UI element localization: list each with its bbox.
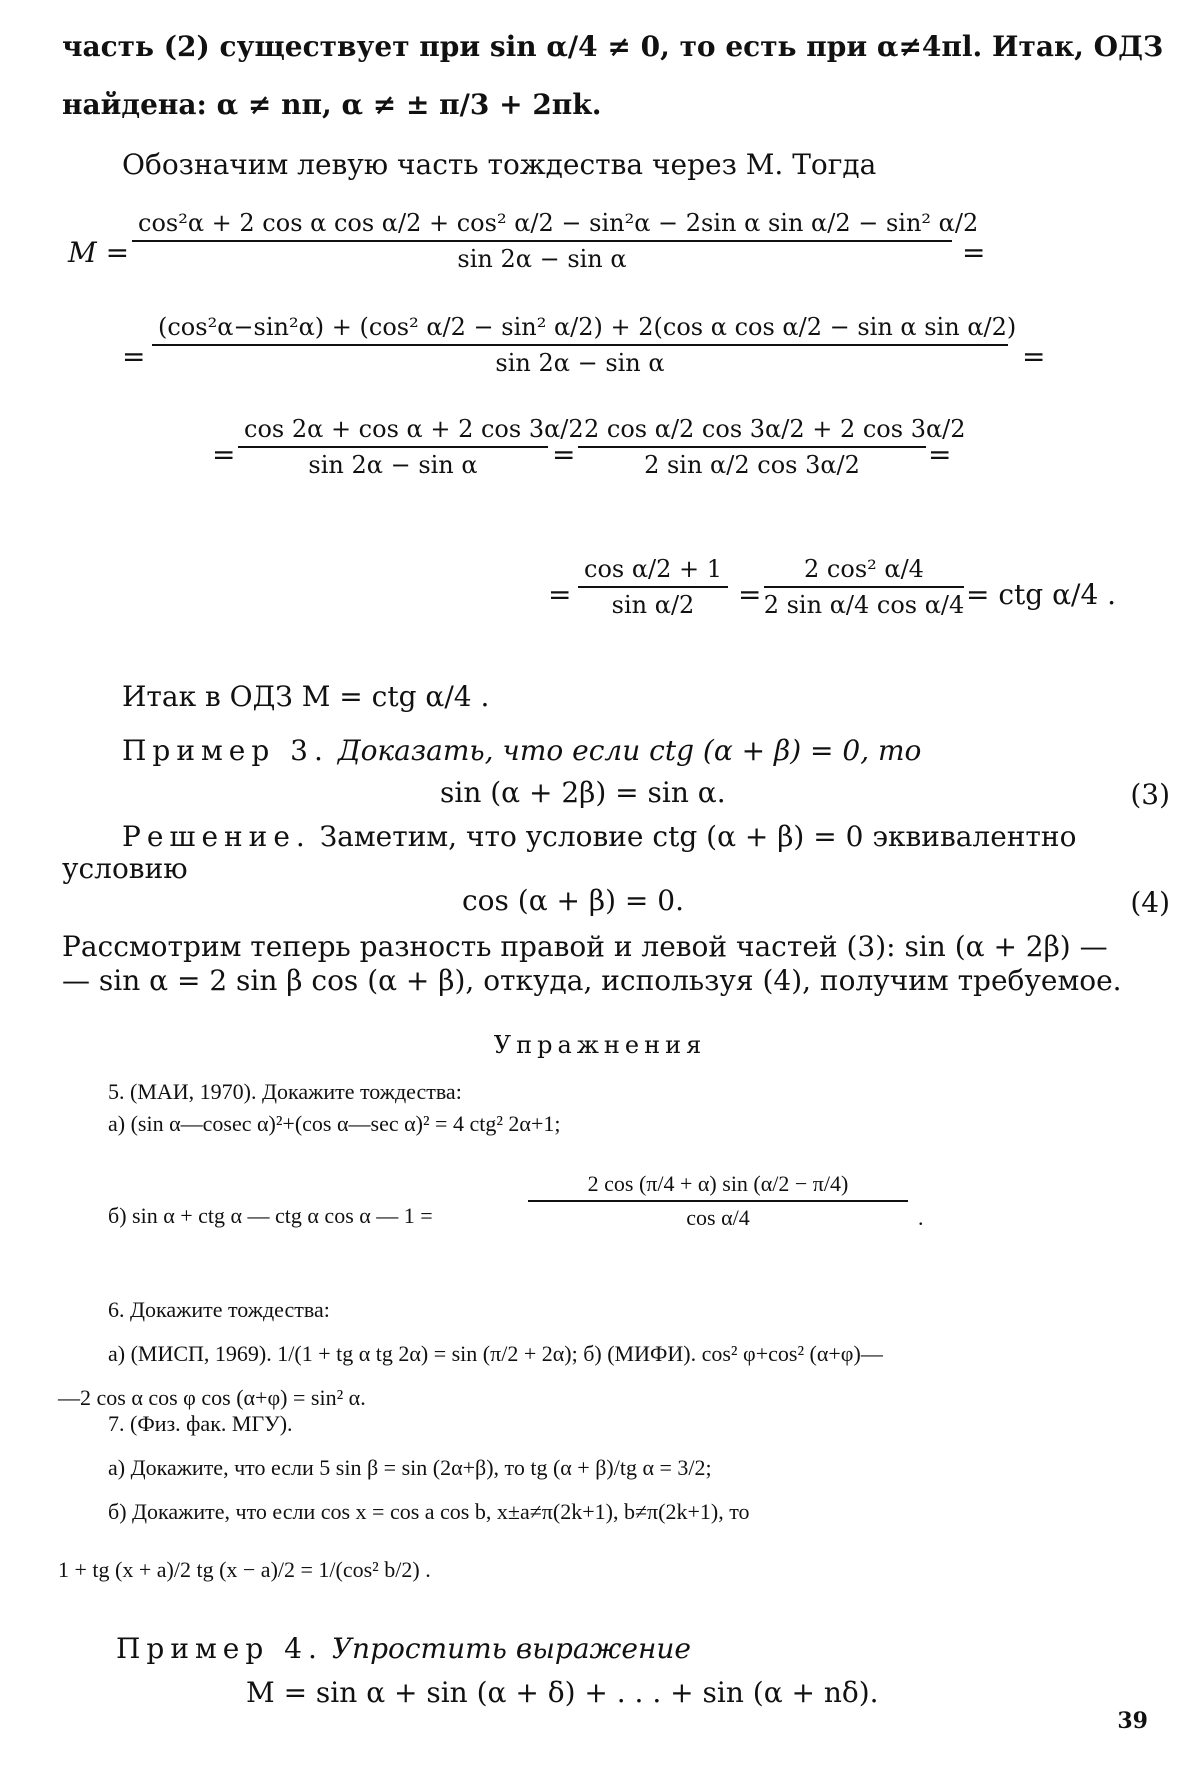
eq3-equals-1: = xyxy=(212,438,236,471)
example3-heading: Пример 3. xyxy=(122,734,329,767)
exercises-heading: Упражнения xyxy=(493,1031,707,1059)
eq4a-denominator: sin α/2 xyxy=(611,591,695,619)
exercise-5a: а) (sin α—cosec α)²+(cos α—sec α)² = 4 ctg² 2α+1; xyxy=(108,1111,561,1136)
eq3b-fraction xyxy=(578,412,966,482)
exercise-7b-formula: 1 + tg (x + a)/2 tg (x − a)/2 = 1/(cos² b/2) . xyxy=(58,1557,431,1582)
page-number: 39 xyxy=(1117,1708,1148,1734)
example3-para-2: — sin α = 2 sin β cos (α + β), откуда, используя (4), получим требуемое. xyxy=(62,964,1122,997)
eq2-denominator: sin 2α − sin α xyxy=(495,349,665,377)
exercise-5b-numerator: 2 cos (π/4 + α) sin (α/2 − π/4) xyxy=(528,1168,908,1202)
example3-formula-number: (3) xyxy=(1130,778,1170,811)
eq2-equals-left: = xyxy=(122,340,146,373)
eq3-equals-3: = xyxy=(928,438,952,471)
solution-text-2: условию xyxy=(62,852,188,885)
eq4a-fraction xyxy=(578,552,728,622)
eq3a-numerator: cos 2α + cos α + 2 cos 3α/2 xyxy=(238,412,548,448)
eq4b-denominator: 2 sin α/4 cos α/4 xyxy=(763,591,965,619)
eq3-equals-2: = xyxy=(552,438,576,471)
example4-heading: Пример 4. xyxy=(116,1632,323,1665)
eq4-equals-1: = xyxy=(548,578,572,611)
exercise-5-title: 5. (МАИ, 1970). Докажите тождества: xyxy=(108,1079,462,1104)
exercise-5b-denominator: cos α/4 xyxy=(686,1205,750,1230)
exercise-7b: б) Докажите, что если cos x = cos a cos b, x±a≠π(2k+1), b≠π(2k+1), то xyxy=(108,1499,750,1524)
exercise-5b-lhs: б) sin α + ctg α — ctg α cos α — 1 = xyxy=(108,1203,433,1228)
solution-text: Заметим, что условие ctg (α + β) = 0 эквивалентно xyxy=(319,820,1077,853)
eq1-equals: = xyxy=(962,236,986,269)
intro-line-2: найдена: α ≠ nπ, α ≠ ± π/3 + 2πk. xyxy=(62,88,602,121)
eq3a-denominator: sin 2α − sin α xyxy=(308,451,478,479)
example4-formula: M = sin α + sin (α + δ) + . . . + sin (α + nδ). xyxy=(246,1676,879,1709)
example4-line xyxy=(116,1632,691,1666)
intro-line-3: Обозначим левую часть тождества через M. Тогда xyxy=(122,148,877,181)
example3-formula-2: cos (α + β) = 0. xyxy=(462,884,684,917)
solution-label: Решение. xyxy=(122,820,311,853)
example3-line xyxy=(122,734,921,768)
example3-formula-2-number: (4) xyxy=(1130,886,1170,919)
example3-statement: Доказать, что если ctg (α + β) = 0, то xyxy=(337,734,922,767)
eq3b-numerator: 2 cos α/2 cos 3α/2 + 2 cos 3α/2 xyxy=(578,412,926,448)
eq4-equals-2: = xyxy=(738,578,762,611)
eq2-equals-right: = xyxy=(1022,340,1046,373)
exercise-7a: а) Докажите, что если 5 sin β = sin (2α+β), то tg (α + β)/tg α = 3/2; xyxy=(108,1455,712,1480)
example3-para-1: Рассмотрим теперь разность правой и левой частей (3): sin (α + 2β) — xyxy=(62,930,1108,963)
eq4b-numerator: 2 cos² α/4 xyxy=(764,552,964,588)
exercise-6a: а) (МИСП, 1969). 1/(1 + tg α tg 2α) = sin (π/2 + 2α); б) (МИФИ). cos² φ+cos² (α+φ)— xyxy=(108,1341,883,1366)
eq2-numerator: (cos²α−sin²α) + (cos² α/2 − sin² α/2) + 2(cos α cos α/2 − sin α sin α/2) xyxy=(152,310,1008,346)
eq1-numerator: cos²α + 2 cos α cos α/2 + cos² α/2 − sin²α − 2sin α sin α/2 − sin² α/2 xyxy=(132,206,952,242)
solution-line xyxy=(122,820,1076,854)
intro-line-1: часть (2) существует при sin α/4 ≠ 0, то есть при α≠4πl. Итак, ОДЗ xyxy=(62,30,1164,63)
eq1-denominator: sin 2α − sin α xyxy=(457,245,627,273)
example4-statement: Упростить выражение xyxy=(331,1632,691,1665)
eq1-lhs: M = xyxy=(68,236,130,269)
eq3a-fraction xyxy=(238,412,584,482)
eq4a-numerator: cos α/2 + 1 xyxy=(578,552,728,588)
exercise-6-title: 6. Докажите тождества: xyxy=(108,1297,330,1322)
derivation-conclusion: Итак в ОДЗ M = ctg α/4 . xyxy=(122,680,490,713)
eq3b-denominator: 2 sin α/2 cos 3α/2 xyxy=(644,451,860,479)
eq2-fraction xyxy=(152,310,1017,380)
eq1-fraction xyxy=(132,206,979,276)
example3-formula: sin (α + 2β) = sin α. xyxy=(440,776,726,809)
eq4b-fraction xyxy=(764,552,964,622)
exercise-5b-end: . xyxy=(918,1205,924,1230)
exercise-5b-fraction xyxy=(528,1168,908,1234)
exercise-7-title: 7. (Физ. фак. МГУ). xyxy=(108,1411,293,1436)
eq4-result: = ctg α/4 . xyxy=(966,578,1117,611)
exercise-6b: —2 cos α cos φ cos (α+φ) = sin² α. xyxy=(58,1385,366,1410)
